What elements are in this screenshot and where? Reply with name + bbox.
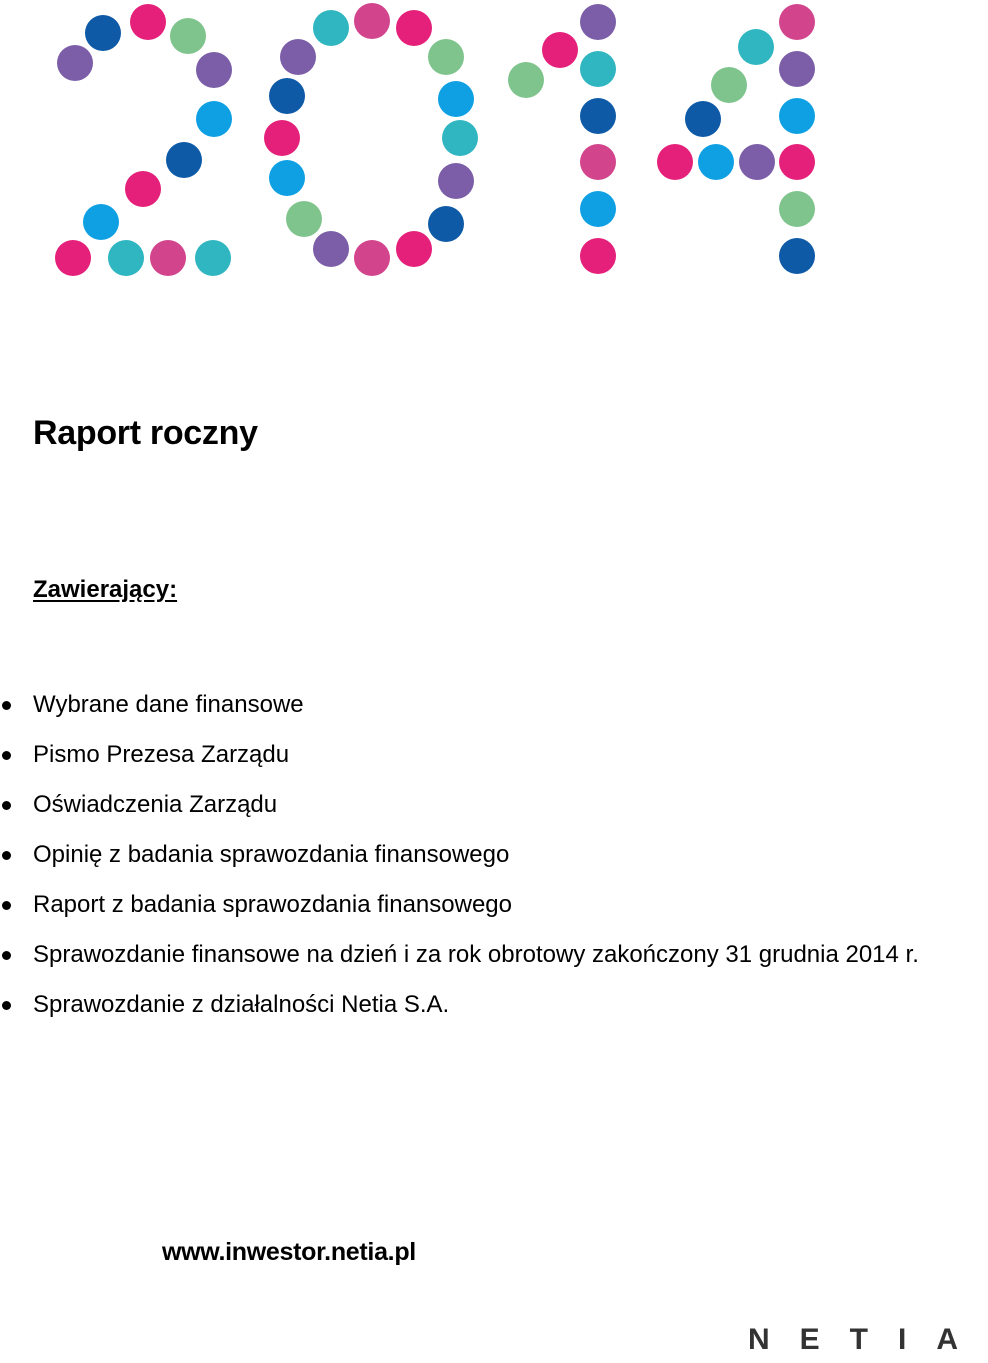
decorative-dot xyxy=(396,231,432,267)
decorative-dot xyxy=(57,45,93,81)
decorative-dot xyxy=(286,201,322,237)
decorative-dot xyxy=(428,39,464,75)
list-item: Opinię z badania sprawozdania finansowego xyxy=(0,838,926,872)
decorative-dot xyxy=(269,160,305,196)
decorative-dot xyxy=(438,81,474,117)
decorative-dot xyxy=(170,18,206,54)
list-item: Wybrane dane finansowe xyxy=(0,688,926,722)
decorative-dot xyxy=(580,98,616,134)
list-item: Oświadczenia Zarządu xyxy=(0,788,926,822)
decorative-dot xyxy=(280,39,316,75)
contents-list xyxy=(0,688,926,1022)
decorative-dot xyxy=(580,51,616,87)
decorative-dot xyxy=(428,206,464,242)
contents-heading: Zawierający: xyxy=(33,576,178,603)
decorative-dot xyxy=(130,4,166,40)
decorative-dot xyxy=(580,238,616,274)
netia-logo: NETIA xyxy=(748,1323,988,1356)
decorative-dot xyxy=(354,3,390,39)
decorative-dot xyxy=(442,120,478,156)
decorative-dot xyxy=(779,51,815,87)
decorative-dot xyxy=(108,240,144,276)
decorative-dot xyxy=(739,144,775,180)
decorative-dot xyxy=(55,240,91,276)
decorative-dot xyxy=(85,15,121,51)
report-title: Raport roczny xyxy=(33,414,258,452)
decorative-dot xyxy=(580,144,616,180)
decorative-dot xyxy=(779,98,815,134)
decorative-dot xyxy=(313,10,349,46)
decorative-dot xyxy=(269,78,305,114)
decorative-dot xyxy=(779,4,815,40)
decorative-dot xyxy=(542,32,578,68)
decorative-dot xyxy=(354,240,390,276)
decorative-dot xyxy=(738,29,774,65)
decorative-dot xyxy=(195,240,231,276)
decorative-dot xyxy=(657,144,693,180)
decorative-dot xyxy=(711,67,747,103)
list-item: Sprawozdanie z działalności Netia S.A. xyxy=(0,988,926,1022)
decorative-dot xyxy=(150,240,186,276)
decorative-dot xyxy=(779,191,815,227)
decorative-dot xyxy=(508,62,544,98)
list-item: Sprawozdanie finansowe na dzień i za rok obrotowy zakończony 31 grudnia 2014 r. xyxy=(0,938,926,972)
list-item: Pismo Prezesa Zarządu xyxy=(0,738,926,772)
decorative-dot xyxy=(396,10,432,46)
investor-website-link[interactable]: www.inwestor.netia.pl xyxy=(162,1238,416,1266)
decorative-dot xyxy=(580,4,616,40)
list-item: Raport z badania sprawozdania finansowego xyxy=(0,888,926,922)
decorative-dot xyxy=(313,231,349,267)
decorative-dot xyxy=(779,144,815,180)
decorative-dot xyxy=(83,204,119,240)
decorative-dot xyxy=(438,163,474,199)
decorative-dot xyxy=(685,101,721,137)
decorative-dot xyxy=(125,171,161,207)
year-2014-dot-graphic xyxy=(0,0,960,300)
decorative-dot xyxy=(196,52,232,88)
decorative-dot xyxy=(580,191,616,227)
decorative-dot xyxy=(166,142,202,178)
decorative-dot xyxy=(779,238,815,274)
decorative-dot xyxy=(698,144,734,180)
decorative-dot xyxy=(196,101,232,137)
decorative-dot xyxy=(264,120,300,156)
